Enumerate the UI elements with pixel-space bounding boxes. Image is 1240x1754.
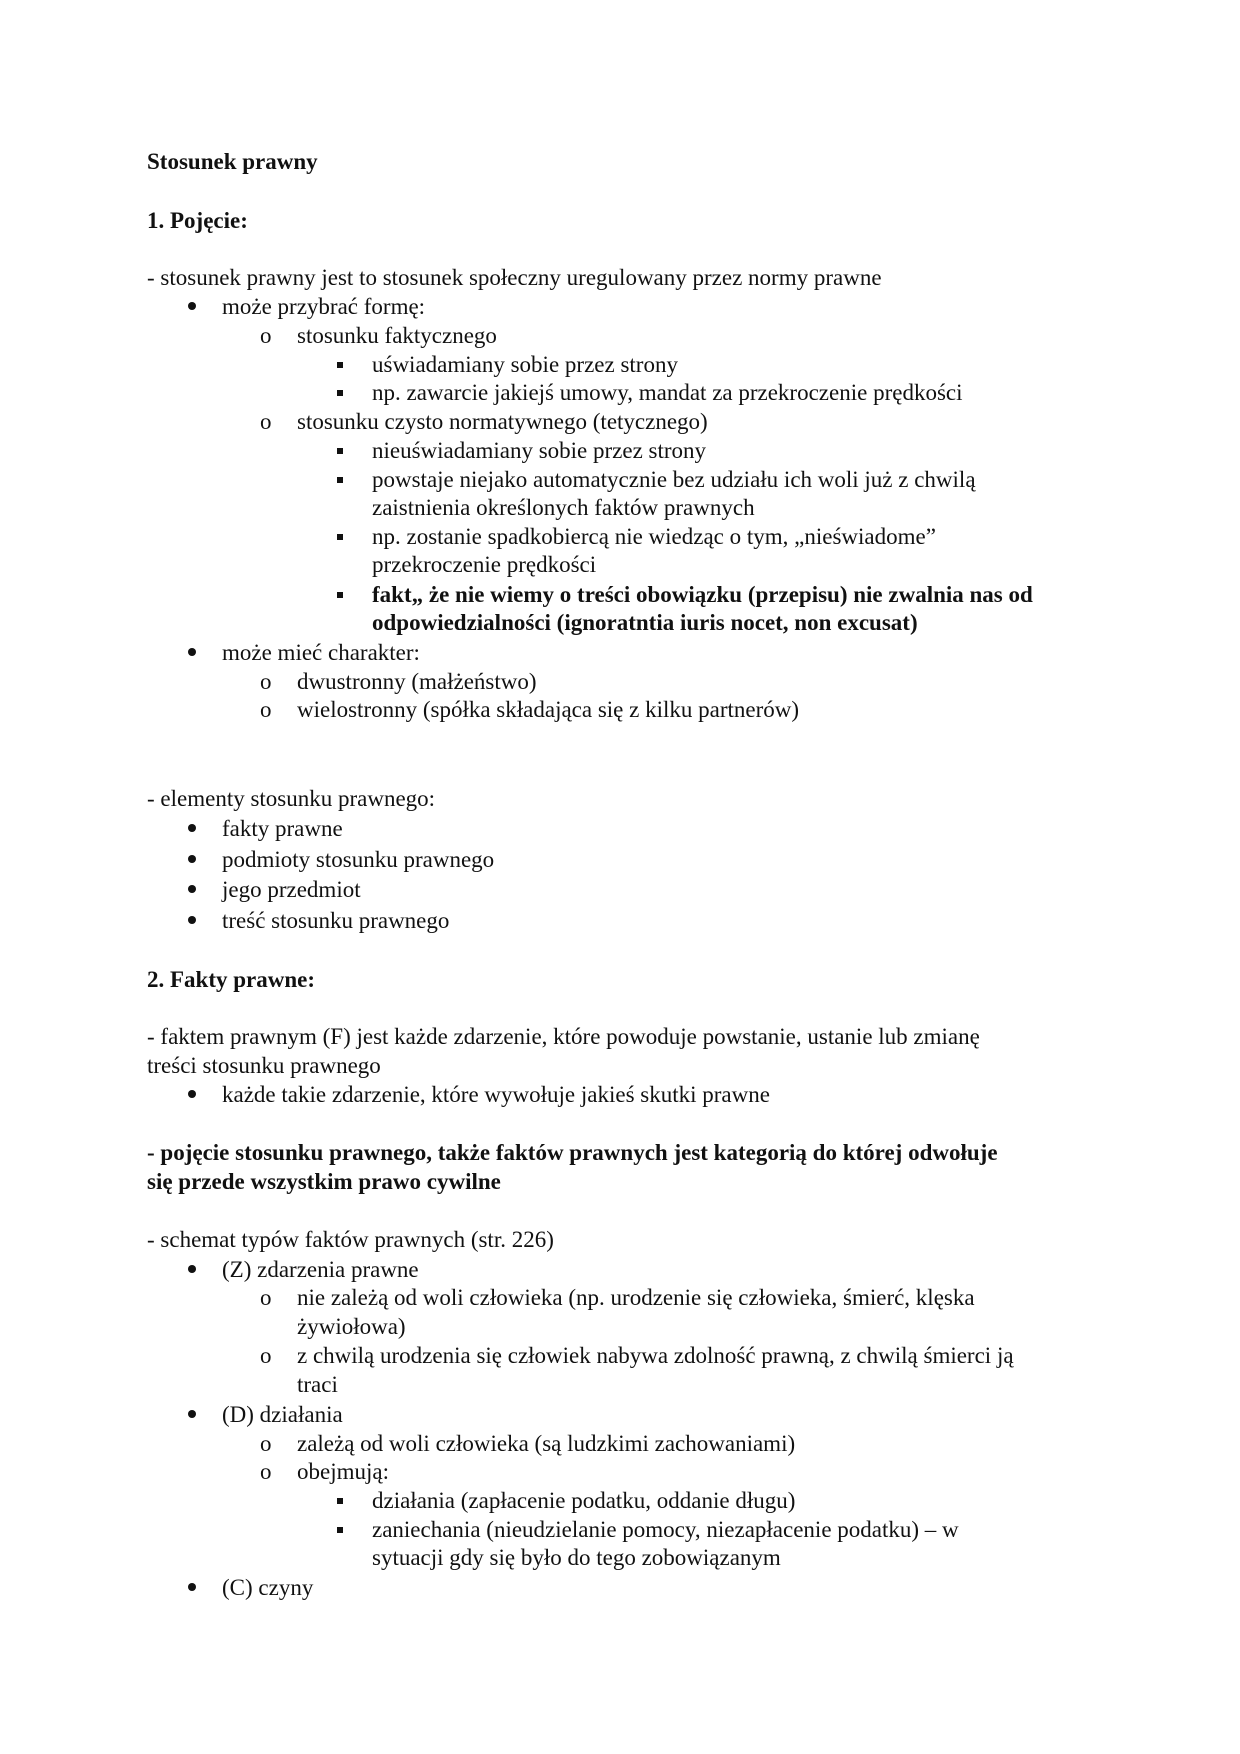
section-1-heading: 1. Pojęcie: xyxy=(147,208,248,233)
dzialania-subitem-2-line-2: sytuacji gdy się było do tego zobowiązanym xyxy=(372,1545,781,1570)
square-bullet-icon xyxy=(337,477,343,483)
dzialania-item-2: obejmują: xyxy=(297,1459,389,1484)
square-bullet-icon xyxy=(337,592,343,598)
square-bullet-icon xyxy=(337,534,343,540)
elementy-item-2: podmioty stosunku prawnego xyxy=(222,847,495,872)
faktyczny-item-2: np. zawarcie jakiejś umowy, mandat za przekroczenie prędkości xyxy=(372,380,963,405)
elementy-item-3: jego przedmiot xyxy=(222,877,361,902)
faktyczny-item-1: uświadamiany sobie przez strony xyxy=(372,352,678,377)
section-2-def-bullet: każde takie zdarzenie, które wywołuje jakieś skutki prawne xyxy=(222,1082,770,1107)
bullet-dot-icon xyxy=(188,302,196,310)
normatywny-item-3-line-2: przekroczenie prędkości xyxy=(372,552,597,577)
zdarzenia-item-1-line-2: żywiołowa) xyxy=(297,1314,406,1339)
circle-bullet-icon: o xyxy=(260,669,272,694)
square-bullet-icon xyxy=(337,1527,343,1533)
czyny-label: (C) czyny xyxy=(222,1575,314,1600)
elementy-item-4: treść stosunku prawnego xyxy=(222,908,450,933)
bullet-dot-icon xyxy=(188,1410,196,1418)
bullet-dot-icon xyxy=(188,824,196,832)
elementy-item-1: fakty prawne xyxy=(222,816,343,841)
normatywny-item-4-line-2: odpowiedzialności (ignoratntia iuris nocet, non excusat) xyxy=(372,610,918,635)
section-1-intro: - stosunek prawny jest to stosunek społeczny uregulowany przez normy prawne xyxy=(147,265,882,290)
elementy-label: - elementy stosunku prawnego: xyxy=(147,786,436,811)
section-2-def-line-2: treści stosunku prawnego xyxy=(147,1053,381,1078)
bullet-dot-icon xyxy=(188,916,196,924)
zdarzenia-label: (Z) zdarzenia prawne xyxy=(222,1257,419,1282)
zdarzenia-item-2-line-2: traci xyxy=(297,1372,338,1397)
charakter-item-1: dwustronny (małżeństwo) xyxy=(297,669,537,694)
bullet-dot-icon xyxy=(188,648,196,656)
square-bullet-icon xyxy=(337,448,343,454)
zdarzenia-item-2-line-1: z chwilą urodzenia się człowiek nabywa zdolność prawną, z chwilą śmierci ją xyxy=(297,1343,1014,1368)
normatywny-item-3-line-1: np. zostanie spadkobiercą nie wiedząc o tym, „nieświadome” xyxy=(372,524,936,549)
faktyczny-label: stosunku faktycznego xyxy=(297,323,497,348)
normatywny-item-1: nieuświadamiany sobie przez strony xyxy=(372,438,707,463)
section-2-bold-line-2: się przede wszystkim prawo cywilne xyxy=(147,1169,501,1194)
bullet-dot-icon xyxy=(188,1265,196,1273)
dzialania-label: (D) działania xyxy=(222,1402,343,1427)
normatywny-item-4-line-1: fakt„ że nie wiemy o treści obowiązku (przepisu) nie zwalnia nas od xyxy=(372,582,1033,607)
circle-bullet-icon: o xyxy=(260,697,272,722)
normatywny-label: stosunku czysto normatywnego (tetycznego) xyxy=(297,409,708,434)
section-2-bold-line-1: - pojęcie stosunku prawnego, także faktów prawnych jest kategorią do której odwołuje xyxy=(147,1140,998,1165)
square-bullet-icon xyxy=(337,1498,343,1504)
circle-bullet-icon: o xyxy=(260,1431,272,1456)
circle-bullet-icon: o xyxy=(260,323,272,348)
dzialania-subitem-2-line-1: zaniechania (nieudzielanie pomocy, niezapłacenie podatku) – w xyxy=(372,1517,959,1542)
bullet-dot-icon xyxy=(188,855,196,863)
circle-bullet-icon: o xyxy=(260,409,272,434)
normatywny-item-2-line-1: powstaje niejako automatycznie bez udziału ich woli już z chwilą xyxy=(372,467,976,492)
circle-bullet-icon: o xyxy=(260,1343,272,1368)
dzialania-subitem-1: działania (zapłacenie podatku, oddanie długu) xyxy=(372,1488,796,1513)
bullet-dot-icon xyxy=(188,1090,196,1098)
page-title: Stosunek prawny xyxy=(147,149,318,174)
charakter-label: może mieć charakter: xyxy=(222,640,420,665)
normatywny-item-2-line-2: zaistnienia określonych faktów prawnych xyxy=(372,495,755,520)
square-bullet-icon xyxy=(337,362,343,368)
charakter-item-2: wielostronny (spółka składająca się z kilku partnerów) xyxy=(297,697,800,722)
schemat-label: - schemat typów faktów prawnych (str. 226) xyxy=(147,1227,554,1252)
bullet-dot-icon xyxy=(188,885,196,893)
circle-bullet-icon: o xyxy=(260,1459,272,1484)
dzialania-item-1: zależą od woli człowieka (są ludzkimi zachowaniami) xyxy=(297,1431,796,1456)
section-2-def-line-1: - faktem prawnym (F) jest każde zdarzenie, które powoduje powstanie, ustanie lub zmianę xyxy=(147,1024,980,1049)
section-2-heading: 2. Fakty prawne: xyxy=(147,967,316,992)
zdarzenia-item-1-line-1: nie zależą od woli człowieka (np. urodzenie się człowieka, śmierć, klęska xyxy=(297,1285,975,1310)
circle-bullet-icon: o xyxy=(260,1285,272,1310)
square-bullet-icon xyxy=(337,390,343,396)
forma-label: może przybrać formę: xyxy=(222,294,426,319)
bullet-dot-icon xyxy=(188,1583,196,1591)
